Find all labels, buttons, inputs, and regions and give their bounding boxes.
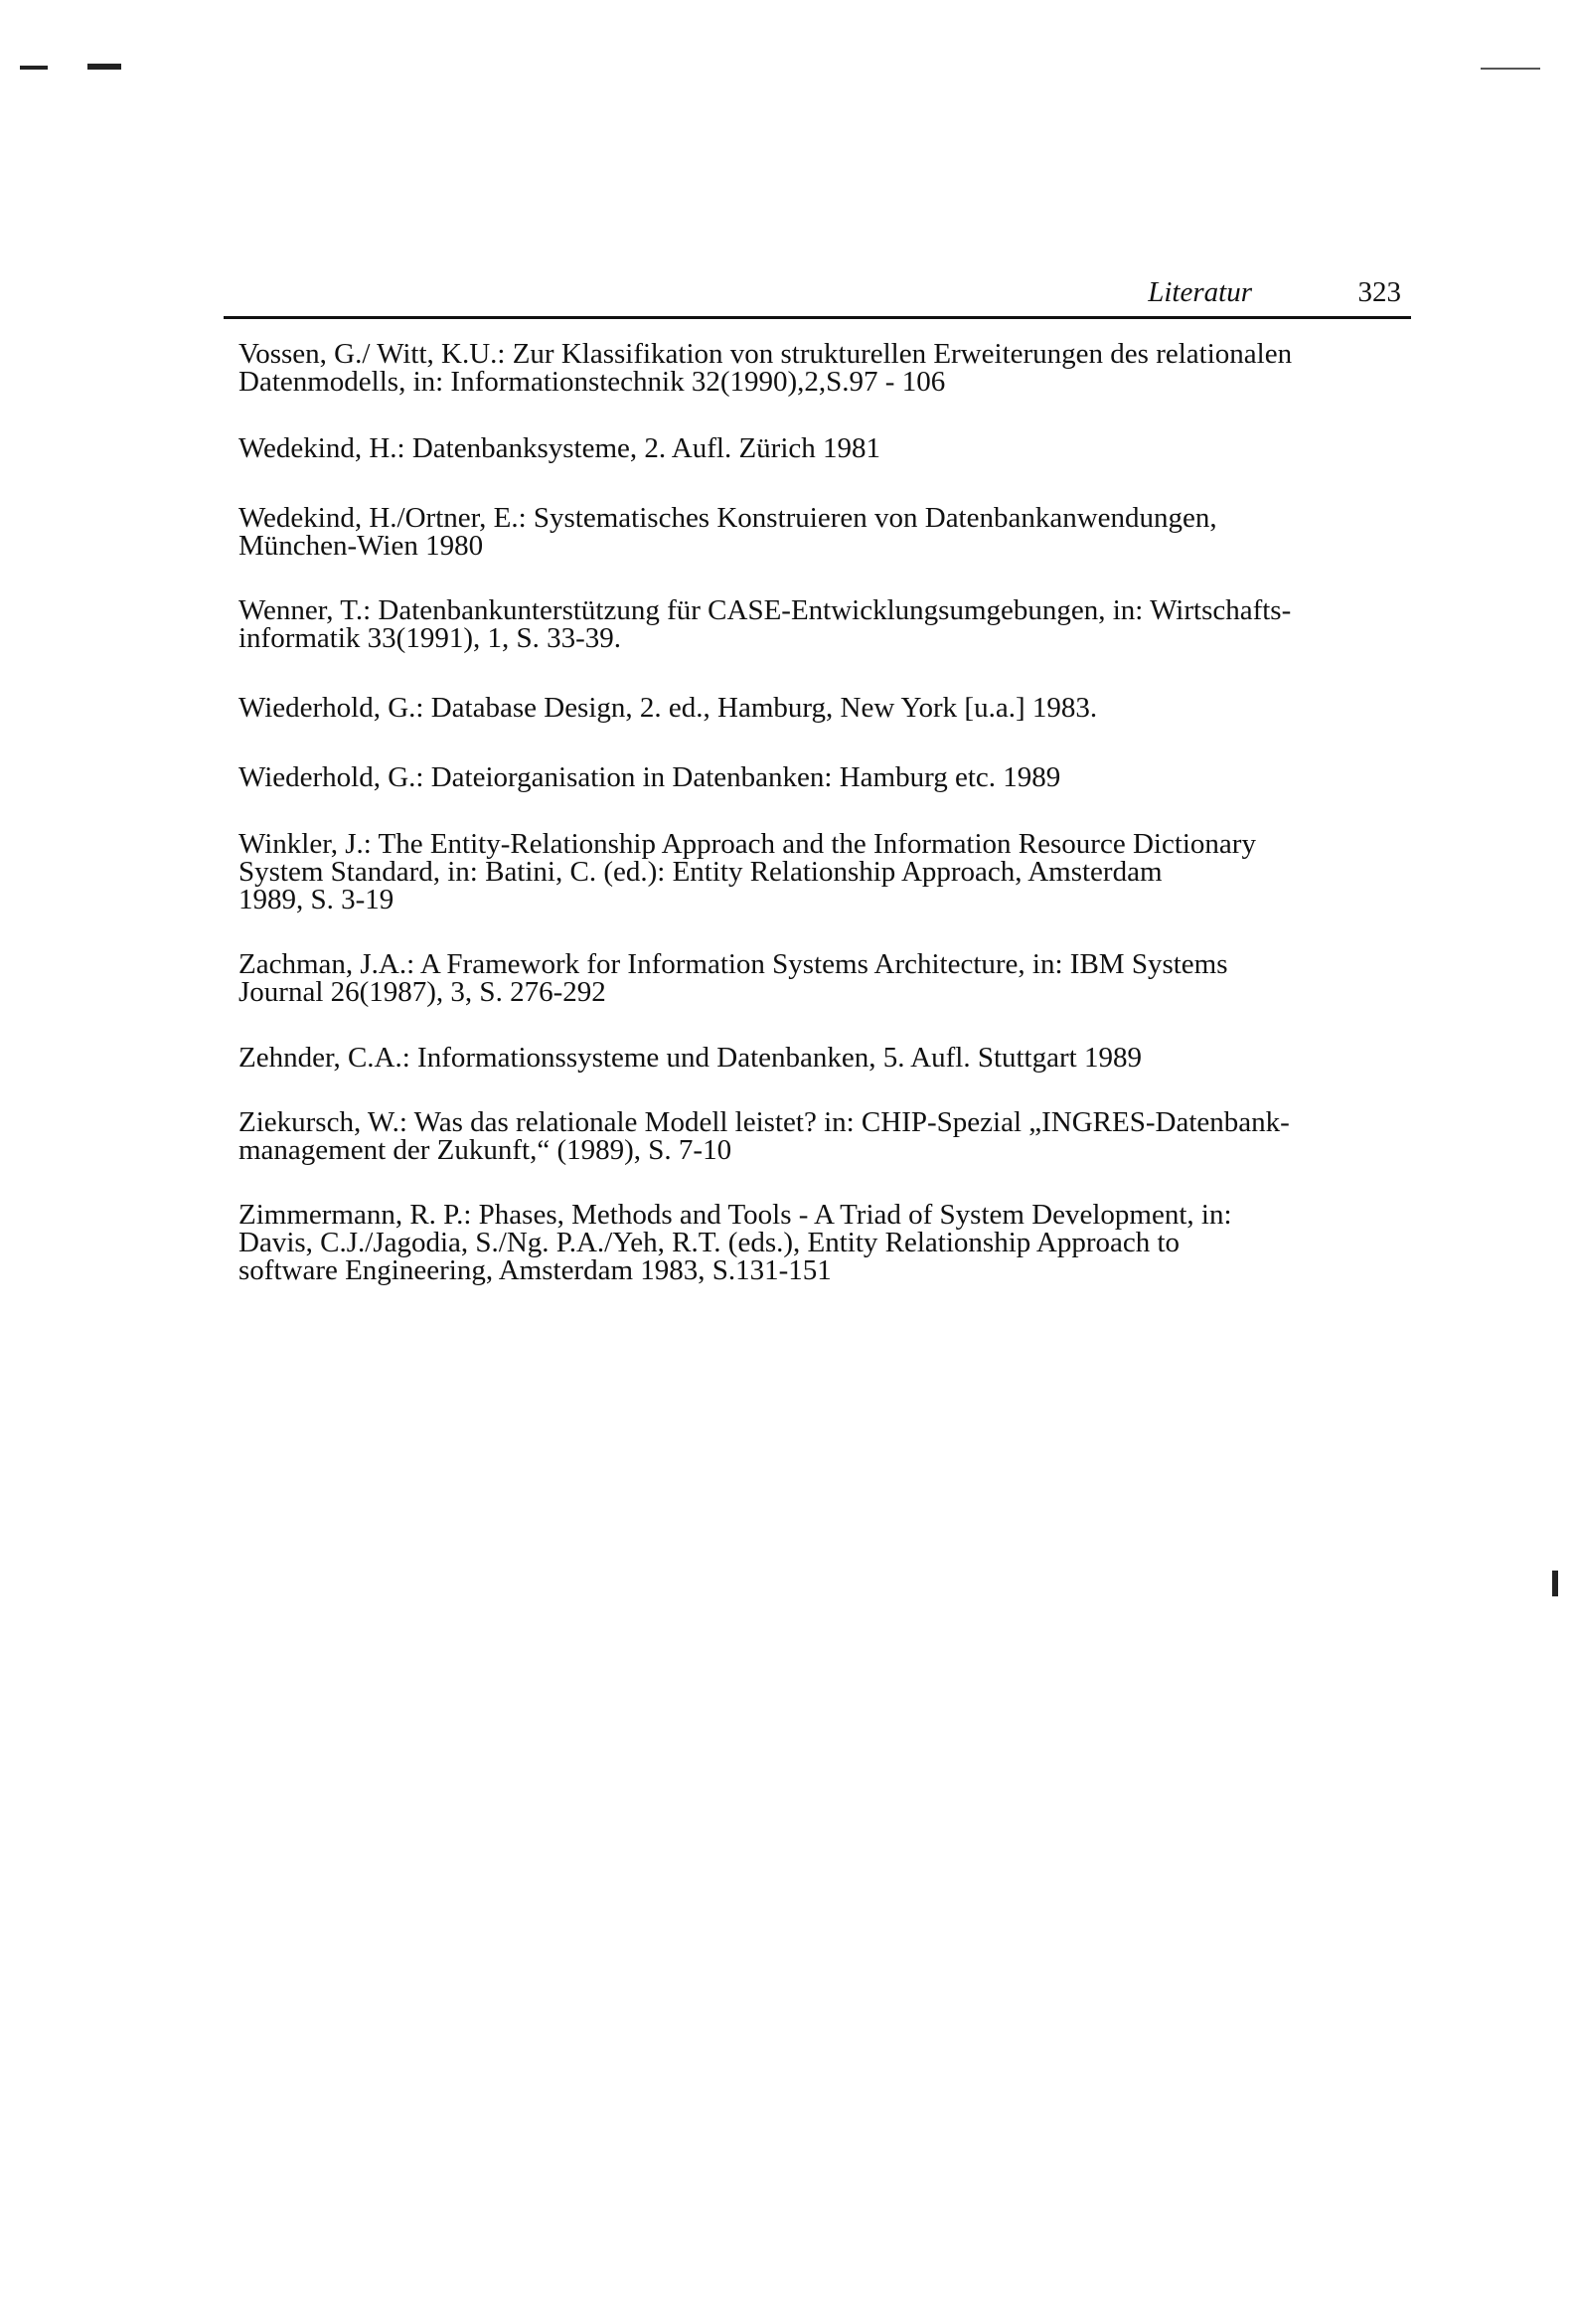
reference-line: Davis, C.J./Jagodia, S./Ng. P.A./Yeh, R.T. (eds.), Entity Relationship Approach to — [238, 1227, 1181, 1258]
reference-line: System Standard, in: Batini, C. (ed.): Entity Relationship Approach, Amsterdam — [238, 856, 1163, 888]
reference-entry — [238, 1044, 1526, 1072]
reference-line: Datenmodells, in: Informationstechnik 32(1990),2,S.97 - 106 — [238, 366, 946, 398]
reference-line: Journal 26(1987), 3, S. 276-292 — [238, 976, 606, 1008]
reference-line: München-Wien 1980 — [238, 530, 484, 562]
reference-line: Wedekind, H.: Datenbanksysteme, 2. Aufl. Zürich 1981 — [238, 432, 881, 464]
reference-line: 1989, S. 3-19 — [238, 884, 394, 915]
reference-entry — [238, 596, 1526, 652]
reference-entry — [238, 340, 1526, 396]
running-head-title: Literatur — [1148, 276, 1252, 308]
reference-line: Wedekind, H./Ortner, E.: Systematisches Konstruieren von Datenbankanwendungen, — [238, 502, 1217, 534]
reference-entry — [238, 434, 1526, 462]
scan-artifact — [1481, 68, 1540, 70]
reference-line: Winkler, J.: The Entity-Relationship Approach and the Information Resource Dictionary — [238, 828, 1256, 860]
reference-line: management der Zukunft,“ (1989), S. 7-10 — [238, 1134, 732, 1166]
reference-entry — [238, 1201, 1526, 1284]
reference-entry — [238, 830, 1526, 913]
page-header — [224, 276, 1411, 319]
reference-entry — [238, 950, 1526, 1006]
reference-line: Wiederhold, G.: Dateiorganisation in Datenbanken: Hamburg etc. 1989 — [238, 761, 1061, 793]
reference-entry — [238, 504, 1526, 560]
reference-entry — [238, 694, 1526, 722]
scan-artifact — [87, 64, 121, 70]
reference-entry — [238, 763, 1526, 791]
reference-line: Wenner, T.: Datenbankunterstützung für CASE-Entwicklungsumgebungen, in: Wirtschafts- — [238, 594, 1292, 626]
scan-artifact — [20, 66, 48, 70]
reference-line: Zimmermann, R. P.: Phases, Methods and Tools - A Triad of System Development, in: — [238, 1199, 1232, 1231]
scan-artifact — [1552, 1571, 1558, 1596]
reference-entry — [238, 1108, 1526, 1164]
page-number: 323 — [1357, 276, 1401, 308]
reference-line: Zachman, J.A.: A Framework for Information Systems Architecture, in: IBM Systems — [238, 948, 1228, 980]
reference-line: Vossen, G./ Witt, K.U.: Zur Klassifikation von strukturellen Erweiterungen des relationalen — [238, 338, 1293, 370]
reference-line: Zehnder, C.A.: Informationssysteme und Datenbanken, 5. Aufl. Stuttgart 1989 — [238, 1042, 1142, 1074]
reference-line: Ziekursch, W.: Was das relationale Modell leistet? in: CHIP-Spezial „INGRES-Datenbank- — [238, 1106, 1290, 1138]
reference-line: software Engineering, Amsterdam 1983, S.131-151 — [238, 1254, 832, 1286]
reference-line: Wiederhold, G.: Database Design, 2. ed., Hamburg, New York [u.a.] 1983. — [238, 692, 1098, 724]
reference-line: informatik 33(1991), 1, S. 33-39. — [238, 622, 622, 654]
